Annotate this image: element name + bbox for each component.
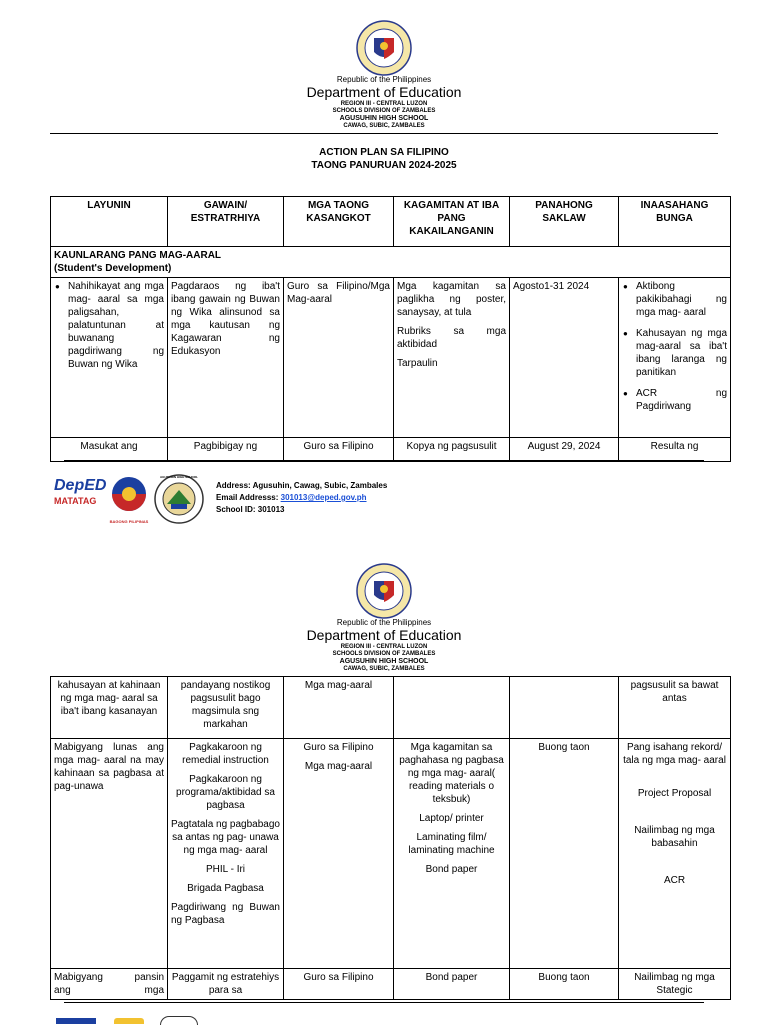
section-row [51,247,731,278]
gawain-item: PHIL - Iri [205,864,246,875]
bagong-pilipinas-text: BAGONG PILIPINAS [109,519,149,524]
deped-logo-text: DepED [54,477,107,494]
region-label: REGION III - CENTRAL LUZON [340,644,428,650]
action-plan-table-continued [50,676,731,1000]
department-title: Department of Education [306,84,462,100]
kagamitan-item: Laptop/ printer [419,813,484,824]
header-kagamitan: KAGAMITAN AT IBA PANG KAKAILANGANIN [394,197,510,247]
bunga-item: Nailimbag ng mga babasahin [634,825,715,849]
layunin-word: mga [144,985,164,996]
kasangkot-text: Mga mag-aaral [284,677,394,739]
bagong-pilipinas-logo [106,474,152,522]
action-plan-table [50,196,731,462]
kagamitan-item: Mga kagamitan sa paghahasa ng pagbasa ng mga mag- aaral( reading materials o teksbuk) [399,742,504,805]
gawain-text: Pagdaraos ng iba't ibang gawain ng Buwan ng Wika alinsunod sa mga kautusan ng Kagawaran ng Edukasyon [168,278,284,438]
school-seal-icon [154,474,204,524]
kagamitan-text: Bond paper [394,969,510,1000]
bunga-text: Resulta ng [619,438,731,462]
bunga-item: ● Aktibong pakikibahagi ng mga mag- aaral [636,280,727,319]
deped-seal-icon [356,20,412,76]
gawain-item: Pagkakaroon ng programa/aktibidad sa pagbasa [176,774,275,811]
table-row [51,677,731,739]
kagamitan-item: Mga kagamitan sa paglikha ng poster, sanaysay, at tula [397,281,506,318]
school-label: AGUSUHIN HIGH SCHOOL [339,115,429,122]
bunga-item: Pang isahang rekord/ tala ng mga mag- aaral [623,742,726,766]
table-header-row [51,197,731,247]
panahon-text: Buong taon [510,739,619,969]
plan-title: ACTION PLAN SA FILIPINO [319,147,449,158]
republic-label: Republic of the Philippines [336,75,432,84]
section-title: KAUNLARANG PANG MAG-AARAL [54,250,222,261]
layunin-text: kahusayan at kahinaan ng mga mag- aaral sa iba't ibang kasanayan [51,677,168,739]
footer-email-line [216,492,387,504]
kagamitan-text: Kopya ng pagsusulit [394,438,510,462]
school-seal-text: AGUSUHIN HIGH SCHOOL [159,475,198,479]
footer-divider [64,1002,704,1003]
matatag-logo-text: MATATAG [54,496,97,506]
kagamitan-item: Bond paper [425,864,478,875]
deped-seal-icon [356,563,412,619]
gawain-item: Pagdiriwang ng Buwan ng Pagbasa [171,902,280,926]
header-kasangkot: MGA TAONG KASANGKOT [284,197,394,247]
footer-address: Address: Agusuhin, Cawag, Subic, Zambales [216,481,388,490]
kasangkot-text: Guro sa Filipino [284,438,394,462]
gawain-text: Paggamit ng estratehiys para sa [168,969,284,1000]
panahon-text: Buong taon [510,969,619,1000]
bunga-item: ● Kahusayan ng mga mag-aaral sa iba't ibang laranga ng panitikan [636,327,727,379]
deped-logo-partial [56,1018,96,1024]
section-subtitle: (Student's Development) [54,263,172,274]
table-row [51,438,731,462]
kagamitan-item: Laminating film/ laminating machine [408,832,495,856]
school-label: AGUSUHIN HIGH SCHOOL [339,658,429,665]
school-seal [154,474,204,524]
kagamitan-text [394,677,510,739]
layunin-text: Mabigyang lunas ang mga mag- aaral na may kahinaan sa pagbasa at pag-unawa [51,739,168,969]
bunga-text: Nailimbag ng mga Stategic [619,969,731,1000]
header-divider [50,133,718,134]
bagong-pilipinas-icon [106,474,152,514]
location-label: CAWAG, SUBIC, ZAMBALES [343,123,425,129]
bunga-item: ACR [663,875,686,886]
layunin-text: Masukat ang [51,438,168,462]
bunga-item: Project Proposal [637,788,712,799]
republic-label: Republic of the Philippines [336,618,432,627]
layunin-word: pansin [134,972,164,983]
footer-email-label: Email Addresss: [216,493,281,502]
region-label: REGION III - CENTRAL LUZON [340,101,428,107]
layunin-word: ang [54,985,71,996]
kagamitan-item: Rubriks sa mga aktibidad [397,326,506,350]
table-row [51,278,731,438]
layunin-word: Mabigyang [54,972,103,983]
footer-contact [216,480,387,516]
table-row [51,739,731,969]
kagamitan-item: Tarpaulin [397,358,438,369]
gawain-text: Pagbibigay ng [168,438,284,462]
footer-divider [64,460,704,461]
header-bunga: INAASAHANG BUNGA [619,197,731,247]
division-label: SCHOOLS DIVISION OF ZAMBALES [332,108,436,114]
panahon-text [510,677,619,739]
bunga-item: ● ACR ng Pagdiriwang [636,387,727,413]
panahon-text: Agosto1-31 2024 [510,278,619,438]
bagong-pilipinas-logo-partial [114,1018,144,1024]
layunin-line [54,984,164,997]
kasangkot-item: Guro sa Filipino [303,742,374,753]
gawain-item: Pagkakaroon ng remedial instruction [182,742,269,766]
kasangkot-text: Guro sa Filipino [284,969,394,1000]
footer-school-id: School ID: 301013 [216,505,285,514]
gawain-item: Pagtatala ng pagbabago sa antas ng pag- unawa ng mga mag- aaral [171,819,280,856]
header-layunin: LAYUNIN [51,197,168,247]
header-gawain: GAWAIN/ ESTRATRHIYA [168,197,284,247]
division-label: SCHOOLS DIVISION OF ZAMBALES [332,651,436,657]
bunga-text: pagsusulit sa bawat antas [619,677,731,739]
panahon-text: August 29, 2024 [510,438,619,462]
gawain-text: pandayang nostikog pagsusulit bago magsimula sng markahan [168,677,284,739]
department-title: Department of Education [306,627,462,643]
layunin-text: ● Nahihikayat ang mga mag- aaral sa mga paligsahan, palatuntunan at buwanang pagdiriwang ng Buwan ng Wika [68,280,164,371]
table-row [51,969,731,1000]
plan-year: TAONG PANURUAN 2024-2025 [311,160,457,171]
layunin-line [54,971,164,984]
footer-email-link[interactable]: 301013@deped.gov.ph [280,493,367,502]
gawain-item: Brigada Pagbasa [187,883,264,894]
location-label: CAWAG, SUBIC, ZAMBALES [343,666,425,672]
kasangkot-text: Guro sa Filipino/Mga Mag-aaral [284,278,394,438]
kasangkot-item: Mga mag-aaral [304,761,373,772]
deped-matatag-logo [54,477,107,519]
header-panahon: PANAHONG SAKLAW [510,197,619,247]
